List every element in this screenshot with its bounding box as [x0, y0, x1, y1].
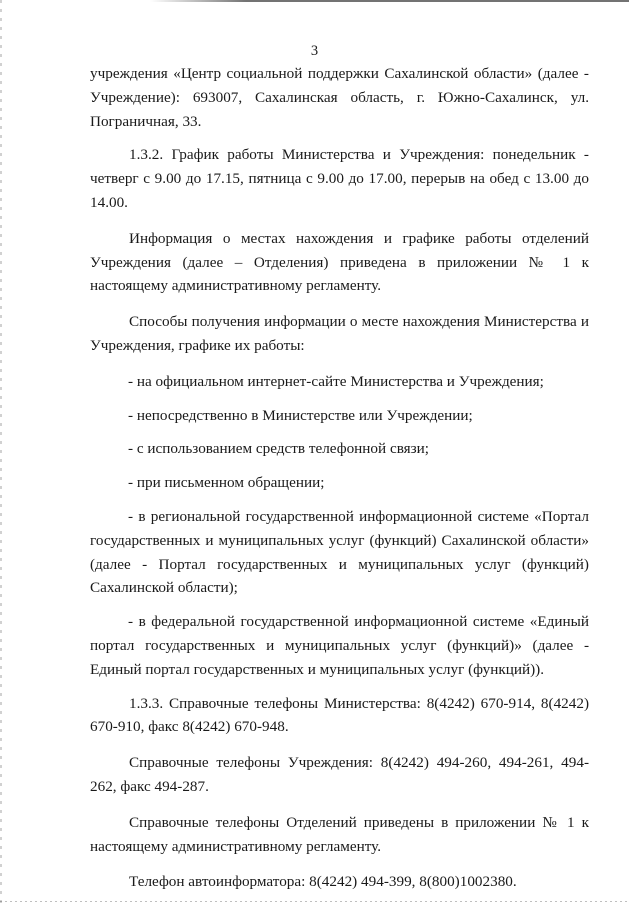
list-item-website: - на официальном интернет-сайте Министерства и Учреждения;	[128, 372, 544, 390]
scan-edge-top	[150, 0, 629, 2]
paragraph-autoinformer-phone: Телефон автоинформатора: 8(4242) 494-399, 8(800)1002380.	[129, 873, 517, 891]
scan-edge-left	[0, 0, 2, 904]
list-item-in-person: - непосредственно в Министерстве или Учреждении;	[128, 406, 473, 424]
document-body	[90, 62, 589, 906]
paragraph-branch-phones: Справочные телефоны Отделений приведены в приложении № 1 к настоящему административному регламенту.	[90, 813, 589, 855]
paragraph-branches-info: Информация о местах нахождения и графике работы отделений Учреждения (далее – Отделения) приведена в приложении № 1 к настоящему административному регламенту.	[90, 229, 589, 295]
page-number: 3	[310, 43, 319, 59]
paragraph-institution-phones: Справочные телефоны Учреждения: 8(4242) 494-260, 494-261, 494-262, факс 494-287.	[90, 754, 589, 795]
list-item-written: - при письменном обращении;	[128, 474, 325, 492]
paragraph-info-methods: Способы получения информации о месте нахождения Министерства и Учреждения, графике их работы:	[90, 313, 589, 354]
list-item-regional-portal: - в региональной государственной информационной системе «Портал государственных и муниципальных услуг (функций) Сахалинской области» (далее - Портал государственных и муниципальных услуг (функций) Сахалинской области);	[90, 507, 589, 597]
paragraph-institution-address: учреждения «Центр социальной поддержки Сахалинской области» (далее - Учреждение): 693007, Сахалинская область, г. Южно-Сахалинск, ул. Пограничная, 33.	[90, 65, 589, 130]
list-item-federal-portal: - в федеральной государственной информационной системе «Единый портал государственных и муниципальных услуг (функций)» (далее - Единый портал государственных и муниципальных услуг (функций)).	[90, 613, 589, 678]
paragraph-working-hours: 1.3.2. График работы Министерства и Учреждения: понедельник - четверг с 9.00 до 17.15, пятница с 9.00 до 17.00, перерыв на обед с 13.00 до 14.00.	[90, 146, 589, 211]
paragraph-ministry-phones: 1.3.3. Справочные телефоны Министерства: 8(4242) 670-914, 8(4242) 670-910, факс 8(4242) 670-948.	[90, 694, 589, 736]
list-item-phone: - с использованием средств телефонной связи;	[128, 440, 429, 458]
